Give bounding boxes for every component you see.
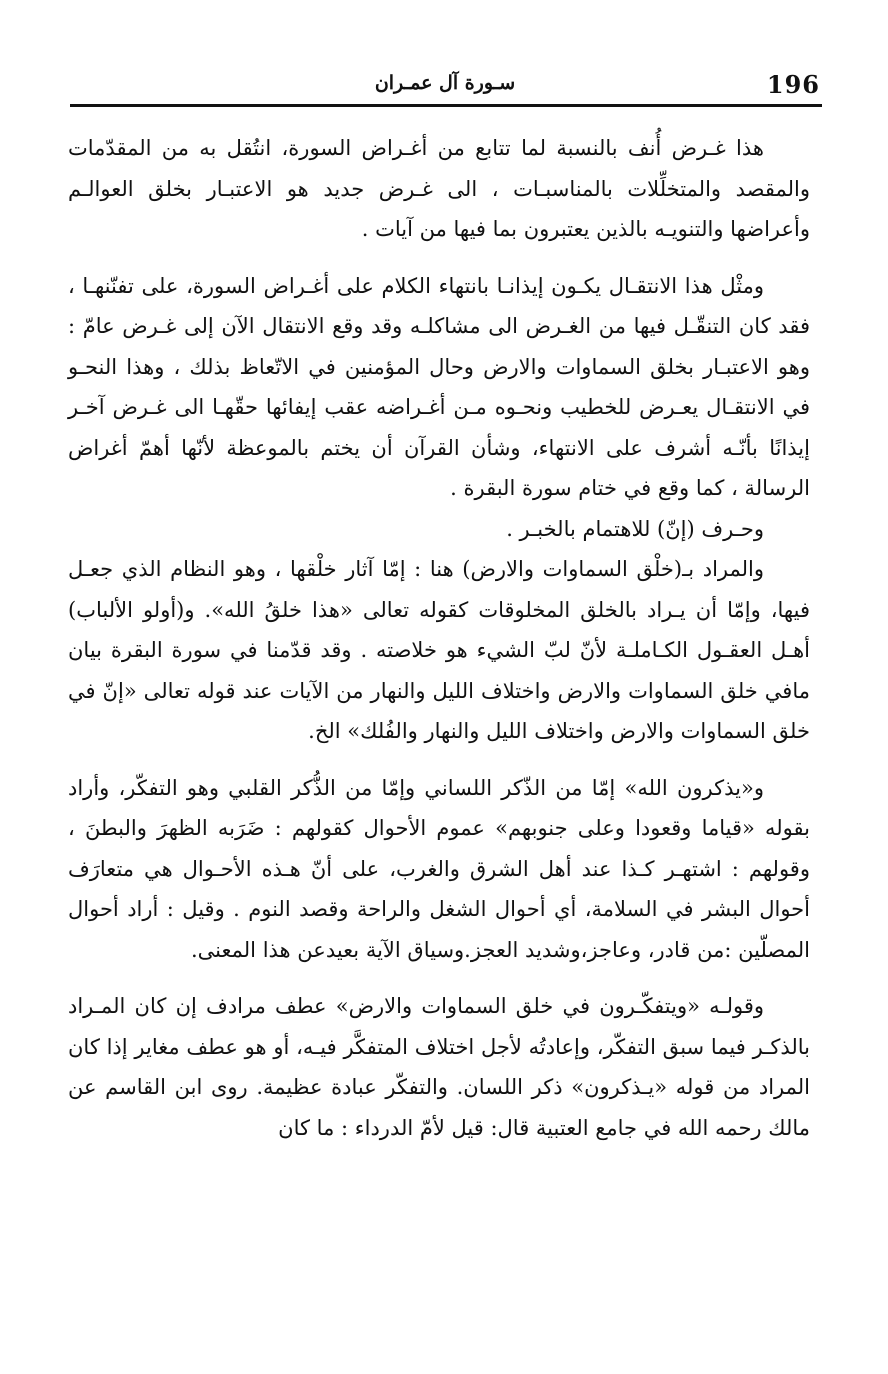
paragraph-2: ومثْل هذا الانتقـال يكـون إيذانـا بانتهاء الكلام على أغـراض السورة، على تفنّنهـا ، فقد كان التنقّـل فيها من الغـرض الى مشاكلـه وقد وقع الانتقال الآن إلى غـرض عامّ : وهو الاعتبـار بخلق السماوات والارض وحال المؤمنين في الاتّعاظ بذلك ، وهذا النحـو في الانتقـال يعـرض للخطيب ونحـوه مـن أغـراضه عقب إيفائها حقّهـا الى غـرض آخـر إيذانًا بأنّـه أشرف على الانتهاء، وشأن القرآن أن يختم بالموعظة لأنّها أهمّ أغراض الرسالة ، كما وقع في ختام سورة البقرة . (68, 273, 810, 500)
paragraph-6: وقولـه «ويتفكّـرون في خلق السماوات والارض» عطف مرادف إن كان المـراد بالذكـر فيما سبق التفكّر، وإعادتُه لأجل اختلاف المتفكَّر فيـه، أو هو عطف مغاير إذا كان المراد من قوله «يـذكرون» ذكر اللسان. والتفكّر عبادة عظيمة. روى ابن القاسم عن مالك رحمه الله في جامع العتبية قال: قيل لأمّ الدرداء : ما كان (68, 994, 810, 1140)
paragraph-1: هذا غـرض أُنف بالنسبة لما تتابع من أغـراض السورة، انتُقل به من المقدّمات والمقصد والمتخلِّلات بالمناسبـات ، الى غـرض جديد هو الاعتبـار بخلق العوالـم وأعراضها والتنويـه بالذين يعتبرون بما فيها من آيات . (68, 136, 810, 241)
body-text (68, 128, 810, 1148)
paragraph-5: و«يذكرون الله» إمّا من الذّكر اللساني وإمّا من الذُّكر القلبي وهو التفكّر، وأراد بقوله «قياما وقعودا وعلى جنوبهم» عموم الأحوال كقولهم : ضَرَبه الظهرَ والبطنَ ، وقولهم : اشتهـر كـذا عند أهل الشرق والغرب، على أنّ هـذه الأحـوال هي متعارَف أحوال البشر في السلامة، أي أحوال الشغل والراحة وقصد النوم . وقيل : أراد أحوال المصلّين :من قادر، وعاجز،وشديد العجز.وسياق الآية بعيدعن هذا المعنى. (68, 775, 810, 962)
page-header (70, 64, 820, 104)
page-number: 196 (766, 70, 820, 99)
paragraph-4: والمراد بـ(خلْق السماوات والارض) هنا : إمّا آثار خلْقها ، وهو النظام الذي جعـل فيها، وإمّا أن يـراد بالخلق المخلوقات كقوله تعالى «هذا خلقُ الله». و(أولو الألباب) أهـل العقـول الكـاملـة لأنّ لبّ الشيء هو خلاصته . وقد قدّمنا في سورة البقرة بيان مافي خلق السماوات والارض واختلاف الليل والنهار من الآيات عند قوله تعالى «إنّ في خلق السماوات والارض واختلاف الليل والنهار والفُلك» الخ. (68, 557, 810, 743)
header-rule (70, 104, 822, 107)
paragraph-3: وحـرف (إنّ) للاهتمام بالخبـر . (506, 516, 764, 541)
running-title: سـورة آل عمـران (374, 72, 516, 94)
